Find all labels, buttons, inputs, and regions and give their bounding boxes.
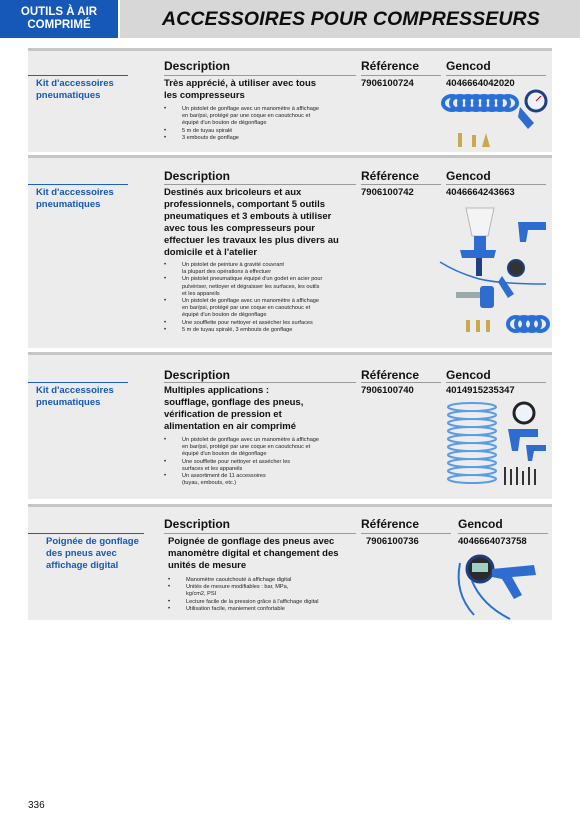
header-divider bbox=[446, 184, 546, 185]
product-gencod: 4046664042020 bbox=[446, 78, 515, 89]
product-image-inflator-kit bbox=[438, 89, 550, 153]
product-description: Multiples applications : soufflage, gonflage des pneus, vérification de pression et alimentation en air comprimé bbox=[164, 385, 304, 432]
column-header-gencod: Gencod bbox=[446, 59, 491, 73]
product-description: Poignée de gonflage des pneus avec manomètre digital et changement des unités de mesure bbox=[168, 536, 339, 571]
header-divider bbox=[28, 533, 144, 534]
page-title-bar bbox=[120, 0, 580, 38]
page-number: 336 bbox=[28, 800, 45, 811]
category-badge bbox=[0, 0, 118, 38]
product-title: Poignée de gonflage des pneus avec affichage digital bbox=[46, 536, 139, 571]
product-card-2 bbox=[28, 155, 552, 348]
header-divider bbox=[164, 75, 356, 76]
column-header-reference: Référence bbox=[361, 517, 420, 531]
product-image-tool-kit bbox=[436, 202, 552, 348]
header-divider bbox=[28, 184, 128, 185]
list-item: • Manomètre caoutchouté à affichage digital bbox=[168, 577, 368, 584]
product-reference: 7906100724 bbox=[361, 78, 414, 89]
header-divider bbox=[164, 382, 356, 383]
column-header-gencod: Gencod bbox=[446, 169, 491, 183]
list-item: • Un pistolet de gonflage avec un manomètre à affichage en bar/psi, protégé par une coque en caoutchouc et équipé d'un bouton de dégonflage bbox=[164, 298, 364, 320]
category-line-2: COMPRIMÉ bbox=[27, 19, 91, 31]
product-card-3 bbox=[28, 352, 552, 499]
feature-list bbox=[164, 437, 364, 487]
list-item: • Un pistolet de peinture à gravité couvrant la plupart des opérations à effectuer bbox=[164, 262, 364, 276]
column-header-reference: Référence bbox=[361, 169, 420, 183]
column-header-reference: Référence bbox=[361, 59, 420, 73]
header-divider bbox=[361, 533, 451, 534]
column-header-reference: Référence bbox=[361, 368, 420, 382]
column-header-description: Description bbox=[164, 59, 231, 73]
column-header-gencod: Gencod bbox=[458, 517, 503, 531]
feature-list bbox=[168, 577, 368, 613]
feature-list bbox=[164, 262, 364, 334]
category-line-1: OUTILS À AIR bbox=[20, 6, 98, 18]
product-title: Kit d'accessoires pneumatiques bbox=[36, 187, 114, 210]
list-item: • 5 m de tuyau spiralé bbox=[164, 128, 364, 135]
product-title: Kit d'accessoires pneumatiques bbox=[36, 78, 114, 101]
product-reference: 7906100736 bbox=[366, 536, 419, 547]
list-item: • Une soufflette pour nettoyer et assécher les surfaces bbox=[164, 320, 364, 327]
list-item: • Une soufflette pour nettoyer et assécher les surfaces et les appareils bbox=[164, 459, 364, 473]
list-item: • Un pistolet de gonflage avec un manomètre à affichage en bar/psi, protégé par une coque en caoutchouc et équipé d'un bouton de dégonflage bbox=[164, 106, 364, 128]
header-divider bbox=[446, 382, 546, 383]
header-divider bbox=[361, 382, 441, 383]
column-header-description: Description bbox=[164, 368, 231, 382]
header-divider bbox=[361, 184, 441, 185]
product-gencod: 4014915235347 bbox=[446, 385, 515, 396]
header-divider bbox=[28, 75, 128, 76]
header-divider bbox=[446, 75, 546, 76]
product-image-digital-inflator bbox=[452, 543, 550, 623]
product-description: Très apprécié, à utiliser avec tous les compresseurs bbox=[164, 78, 317, 101]
product-card-1 bbox=[28, 48, 552, 152]
header-divider bbox=[361, 75, 441, 76]
list-item: • Un assortiment de 11 accessoires (tuyau, embouts, etc.) bbox=[164, 473, 364, 487]
column-header-description: Description bbox=[164, 169, 231, 183]
header-divider bbox=[164, 533, 356, 534]
page-title: ACCESSOIRES POUR COMPRESSEURS bbox=[162, 7, 540, 30]
list-item: • Lecture facile de la pression grâce à l'affichage digital bbox=[168, 599, 368, 606]
product-reference: 7906100740 bbox=[361, 385, 414, 396]
list-item: • Utilisation facile, maniement confortable bbox=[168, 606, 368, 613]
header-divider bbox=[164, 184, 356, 185]
column-header-gencod: Gencod bbox=[446, 368, 491, 382]
product-title: Kit d'accessoires pneumatiques bbox=[36, 385, 114, 408]
column-header-description: Description bbox=[164, 517, 231, 531]
feature-list bbox=[164, 106, 364, 142]
product-card-4 bbox=[28, 504, 552, 620]
list-item: • Un pistolet pneumatique équipé d'un godet en acier pour pulvériser, nettoyer et dégraisser les surfaces, les outils et les appareils bbox=[164, 276, 364, 298]
product-gencod: 4046664243663 bbox=[446, 187, 515, 198]
product-image-spiral-hose-kit bbox=[438, 399, 550, 499]
product-reference: 7906100742 bbox=[361, 187, 414, 198]
list-item: • 5 m de tuyau spiralé, 3 embouts de gonflage bbox=[164, 327, 364, 334]
header-divider bbox=[28, 382, 128, 383]
product-description: Destinés aux bricoleurs et aux professionnels, comportant 5 outils pneumatiques et 3 embouts à utiliser avec tous les compresseurs pour effectuer les travaux les plus divers au domicile et à l'atelier bbox=[164, 187, 339, 258]
list-item: • Un pistolet de gonflage avec un manomètre à affichage en bar/psi, protégé par une coque en caoutchouc et équipé d'un bouton de dégonflage bbox=[164, 437, 364, 459]
list-item: • Unités de mesure modifiables : bar, MPa, kg/cm2, PSI bbox=[168, 584, 368, 598]
product-gencod: 4046664073758 bbox=[458, 536, 527, 547]
header-divider bbox=[458, 533, 548, 534]
list-item: • 3 embouts de gonflage bbox=[164, 135, 364, 142]
